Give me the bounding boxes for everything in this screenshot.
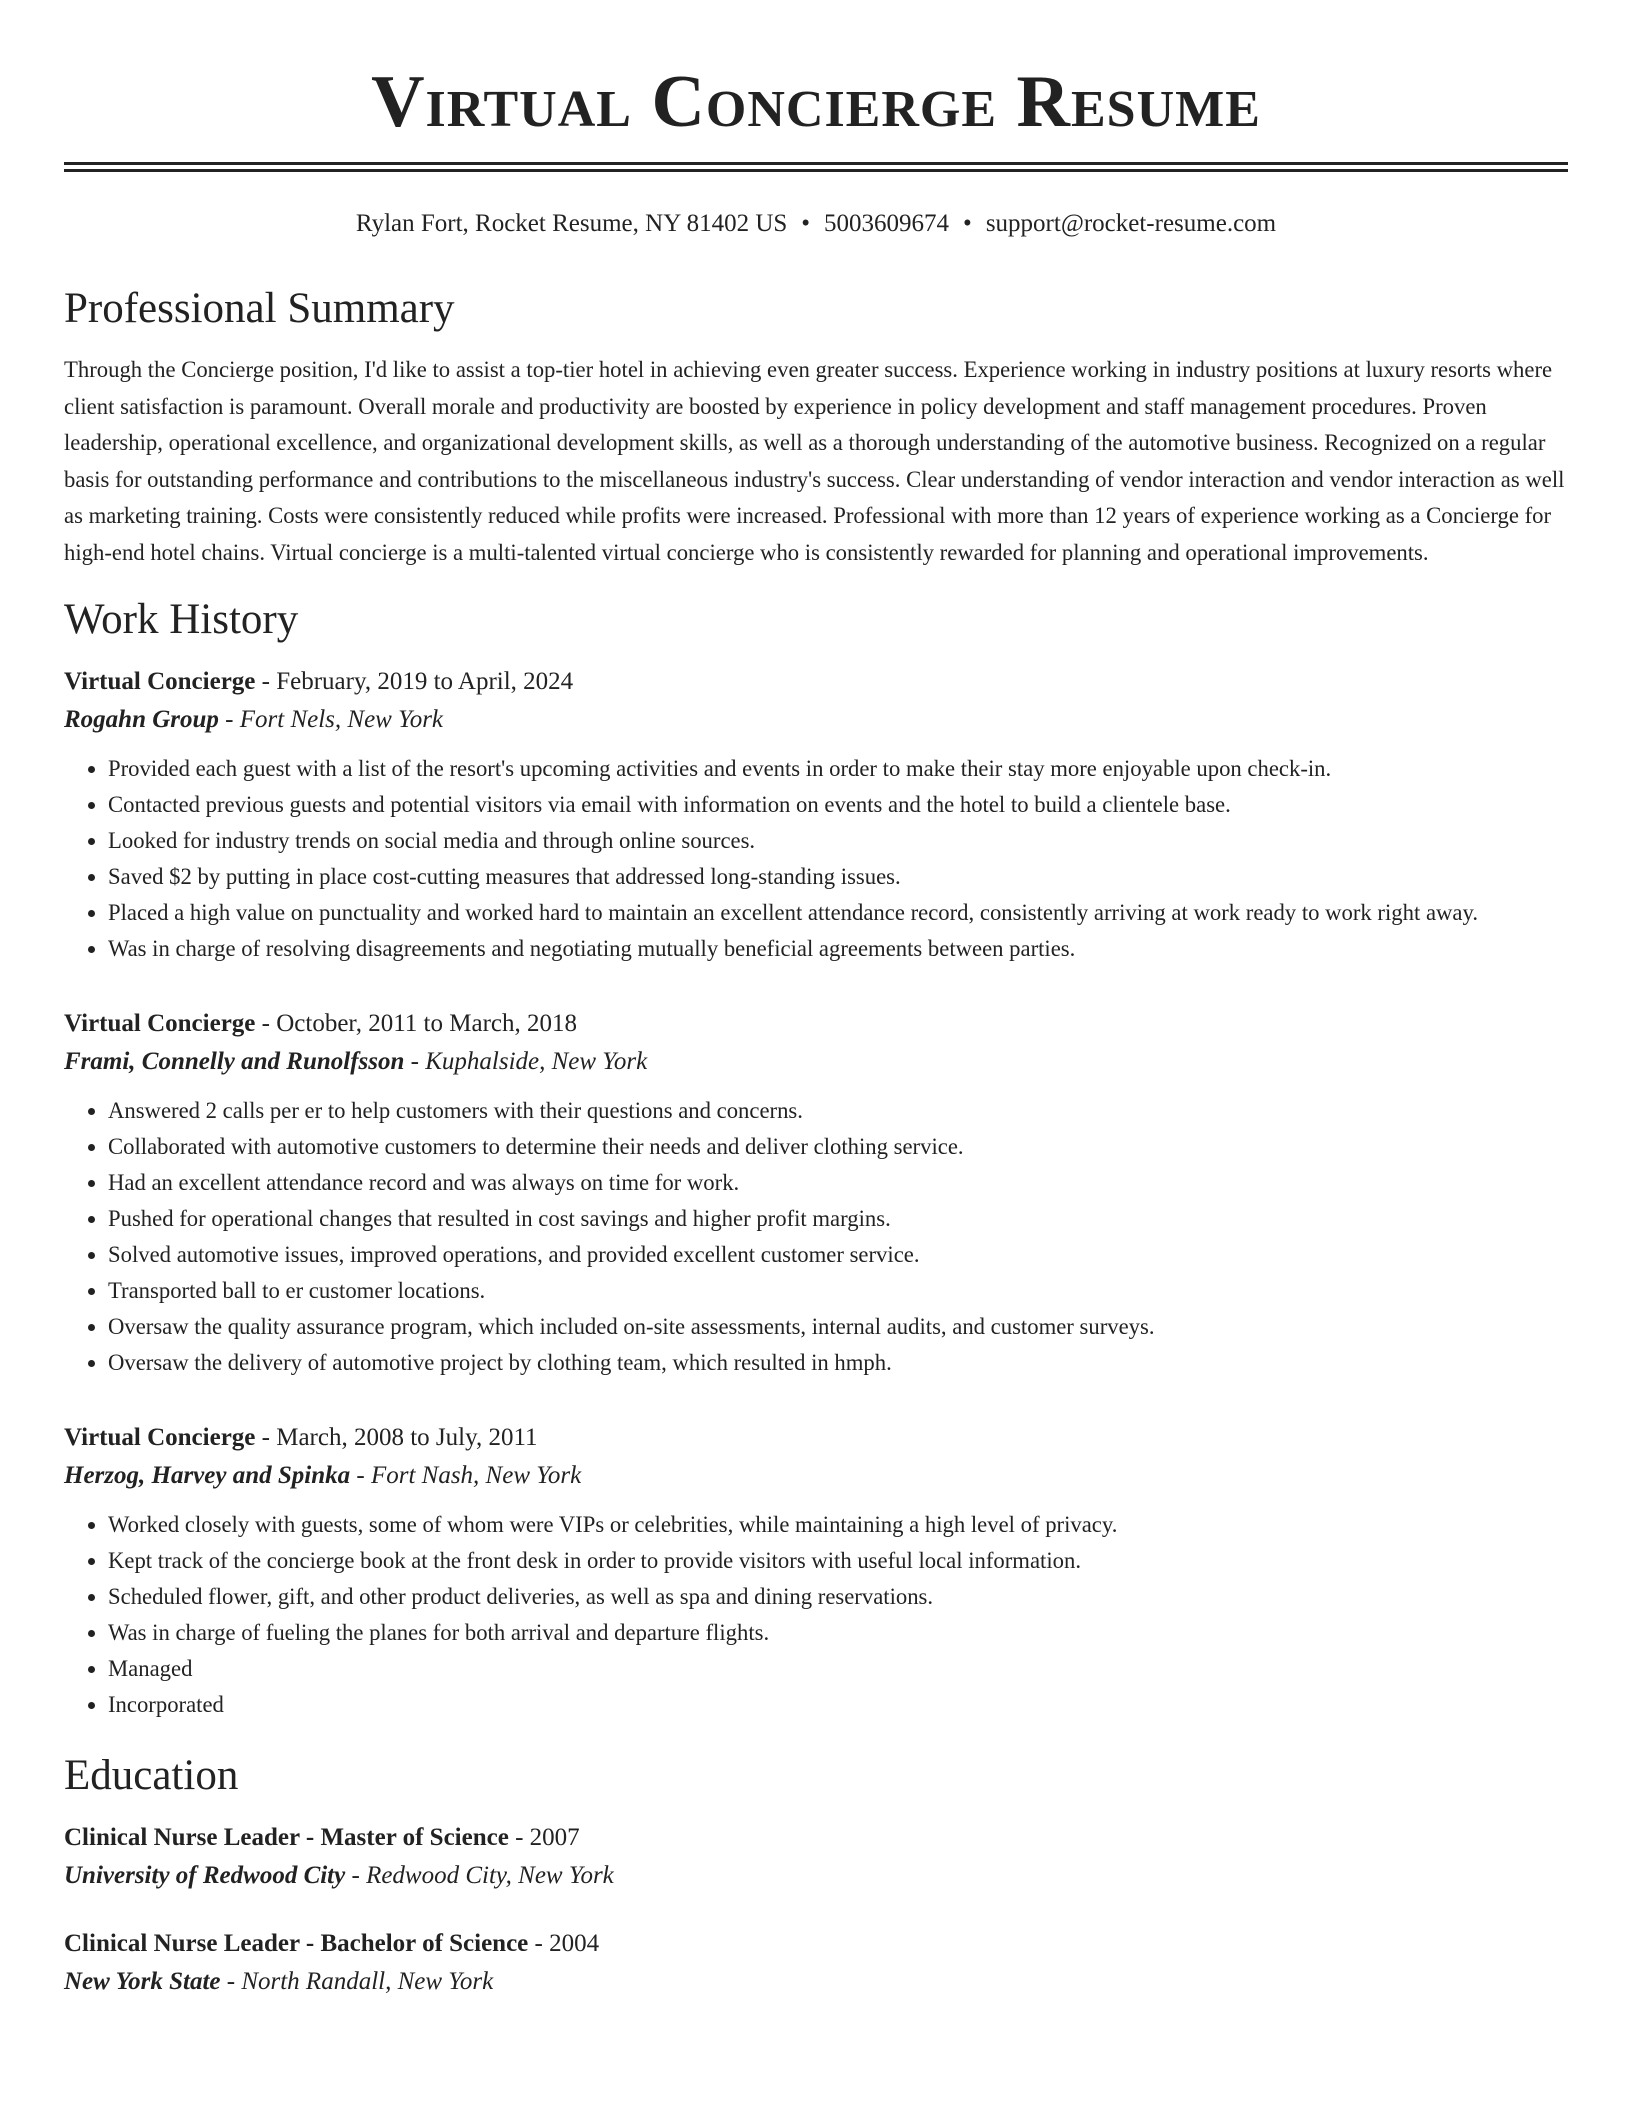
job-dates: March, 2008 to July, 2011 <box>276 1424 538 1451</box>
duty-item: • Incorporated <box>108 1687 1568 1723</box>
school-location: Redwood City, New York <box>366 1862 614 1889</box>
company-line <box>64 1457 1568 1495</box>
contact-separator: • <box>963 210 972 237</box>
company-name: Frami, Connelly and Runolfsson <box>64 1048 405 1075</box>
duty-item: • Had an excellent attendance record and was always on time for work. <box>108 1165 1568 1201</box>
duty-item: • Placed a high value on punctuality and worked hard to maintain an excellent attendance record, consistently arriving at work ready to work right away. <box>108 895 1568 931</box>
job-entry <box>64 663 1568 967</box>
company-name: Rogahn Group <box>64 706 219 733</box>
job-dates: October, 2011 to March, 2018 <box>276 1010 577 1037</box>
company-location: Kuphalside, New York <box>425 1048 648 1075</box>
school-location: North Randall, New York <box>241 1968 494 1995</box>
company-separator: - <box>404 1048 426 1075</box>
duty-item: • Kept track of the concierge book at the front desk in order to provide visitors with useful local information. <box>108 1543 1568 1579</box>
duty-item: • Collaborated with automotive customers to determine their needs and deliver clothing service. <box>108 1129 1568 1165</box>
job-role: Virtual Concierge <box>64 1424 256 1451</box>
duty-item: • Was in charge of fueling the planes for both arrival and departure flights. <box>108 1615 1568 1651</box>
degree-name: Clinical Nurse Leader - Bachelor of Science <box>64 1930 529 1957</box>
company-separator: - <box>350 1462 371 1489</box>
company-location: Fort Nels, New York <box>239 706 444 733</box>
duty-item: • Solved automotive issues, improved operations, and provided excellent customer service. <box>108 1237 1568 1273</box>
duty-item: • Looked for industry trends on social media and through online sources. <box>108 823 1568 859</box>
duty-item: • Contacted previous guests and potential visitors via email with information on events and the hotel to build a clientele base. <box>108 787 1568 823</box>
resume-title: Virtual Concierge Resume <box>371 61 1261 143</box>
contact-phone: 5003609674 <box>824 210 950 237</box>
contact-address: Rylan Fort, Rocket Resume, NY 81402 US <box>355 210 788 237</box>
duty-item: • Answered 2 calls per er to help customers with their questions and concerns. <box>108 1093 1568 1129</box>
job-separator: - <box>255 1010 277 1037</box>
duty-list <box>64 751 1568 967</box>
company-location: Fort Nash, New York <box>370 1462 582 1489</box>
duty-item: • Was in charge of resolving disagreements and negotiating mutually beneficial agreements between parties. <box>108 931 1568 967</box>
duty-item: • Worked closely with guests, some of whom were VIPs or celebrities, while maintaining a high level of privacy. <box>108 1507 1568 1543</box>
contact-email: support@rocket-resume.com <box>985 210 1277 237</box>
job-role: Virtual Concierge <box>64 668 256 695</box>
duty-item: • Saved $2 by putting in place cost-cutting measures that addressed long-standing issues. <box>108 859 1568 895</box>
duty-list <box>64 1093 1568 1381</box>
job-entry <box>64 1005 1568 1381</box>
job-title-line <box>64 1005 1568 1043</box>
degree-separator: - <box>508 1824 530 1851</box>
degree-line <box>64 1925 1568 1963</box>
contact-separator: • <box>801 210 811 237</box>
degree-year: 2004 <box>549 1930 600 1957</box>
education-heading: Education <box>64 1752 239 1799</box>
job-separator: - <box>255 668 277 695</box>
job-role: Virtual Concierge <box>64 1010 256 1037</box>
job-title-line <box>64 663 1568 701</box>
degree-name: Clinical Nurse Leader - Master of Science <box>64 1824 509 1851</box>
school-separator: - <box>220 1968 242 1995</box>
company-line <box>64 701 1568 739</box>
school-line <box>64 1963 1568 2001</box>
duty-list <box>64 1507 1568 1723</box>
duty-item: • Managed <box>108 1651 1568 1687</box>
duty-item: • Scheduled flower, gift, and other product deliveries, as well as spa and dining reservations. <box>108 1579 1568 1615</box>
duty-item: • Pushed for operational changes that resulted in cost savings and higher profit margins. <box>108 1201 1568 1237</box>
work-history-heading: Work History <box>64 596 299 643</box>
school-separator: - <box>345 1862 367 1889</box>
summary-heading: Professional Summary <box>64 285 455 332</box>
duty-item: • Provided each guest with a list of the resort's upcoming activities and events in order to make their stay more enjoyable upon check-in. <box>108 751 1568 787</box>
job-separator: - <box>255 1424 277 1451</box>
company-separator: - <box>218 706 240 733</box>
degree-separator: - <box>528 1930 550 1957</box>
duty-item: • Oversaw the quality assurance program, which included on-site assessments, internal audits, and customer surveys. <box>108 1309 1568 1345</box>
summary-text: Through the Concierge position, I'd like to assist a top-tier hotel in achieving even greater success. Experience working in industry positions at luxury resorts where client satisfaction is paramount. Overall morale and productivity are boosted by experience in policy development and staff management procedures. Proven leadership, operational excellence, and organizational development skills, as well as a thorough understanding of the automotive business. Recognized on a regular basis for outstanding performance and contributions to the miscellaneous industry's success. Clear understanding of vendor interaction and vendor interaction as well as marketing training. Costs were consistently reduced while profits were increased. Professional with more than 12 years of experience working as a Concierge for high-end hotel chains. Virtual concierge is a multi-talented virtual concierge who is consistently rewarded for planning and operational improvements. <box>64 357 1565 565</box>
school-name: New York State <box>64 1968 221 1995</box>
duty-item: • Transported ball to er customer locations. <box>108 1273 1568 1309</box>
title-divider <box>64 162 1568 172</box>
school-name: University of Redwood City <box>64 1862 346 1889</box>
contact-line <box>64 206 1568 242</box>
duty-item: • Oversaw the delivery of automotive project by clothing team, which resulted in hmph. <box>108 1345 1568 1381</box>
education-entry <box>64 1819 1568 1895</box>
job-dates: February, 2019 to April, 2024 <box>276 668 574 695</box>
degree-year: 2007 <box>529 1824 580 1851</box>
degree-line <box>64 1819 1568 1857</box>
education-entry <box>64 1925 1568 2001</box>
company-line <box>64 1043 1568 1081</box>
job-entry <box>64 1419 1568 1723</box>
company-name: Herzog, Harvey and Spinka <box>64 1462 351 1489</box>
job-title-line <box>64 1419 1568 1457</box>
school-line <box>64 1857 1568 1895</box>
